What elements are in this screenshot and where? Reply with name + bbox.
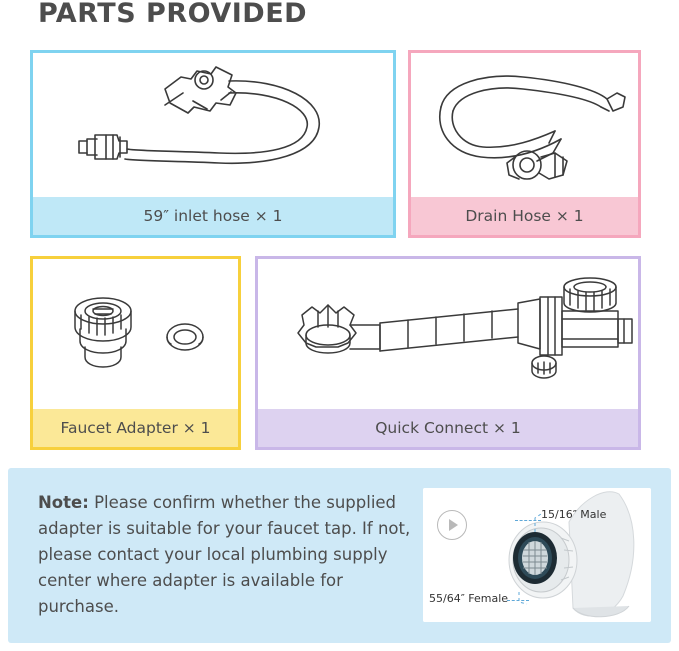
label-female-size: 55/64″ Female — [429, 592, 509, 605]
note-panel — [8, 468, 671, 643]
faucet-adapter-illustration — [33, 259, 238, 409]
quick-connect-illustration — [258, 259, 638, 409]
adapter-photo — [423, 488, 651, 622]
page-title: PARTS PROVIDED — [38, 0, 308, 29]
note-lead: Note: — [38, 493, 89, 512]
note-body: Please confirm whether the supplied adapter is suitable for your faucet tap. If not, please contact your local plumbing supply center where adapter is available for purchase. — [38, 493, 411, 616]
play-icon — [437, 510, 467, 540]
part-card-quick-connect — [255, 256, 641, 450]
note-text — [38, 490, 418, 620]
label-male-size: 15/16″ Male — [541, 508, 607, 521]
part-card-faucet-adapter-label: Faucet Adapter × 1 — [33, 409, 238, 447]
callout-line-female — [507, 600, 529, 601]
inlet-hose-illustration — [33, 53, 393, 197]
part-card-faucet-adapter — [30, 256, 241, 450]
part-card-quick-connect-label: Quick Connect × 1 — [258, 409, 638, 447]
part-card-inlet-hose-label: 59″ inlet hose × 1 — [33, 197, 393, 235]
part-card-drain-hose — [408, 50, 641, 238]
drain-hose-illustration — [411, 53, 638, 197]
part-card-inlet-hose — [30, 50, 396, 238]
part-card-drain-hose-label: Drain Hose × 1 — [411, 197, 638, 235]
callout-line-male — [515, 520, 541, 521]
